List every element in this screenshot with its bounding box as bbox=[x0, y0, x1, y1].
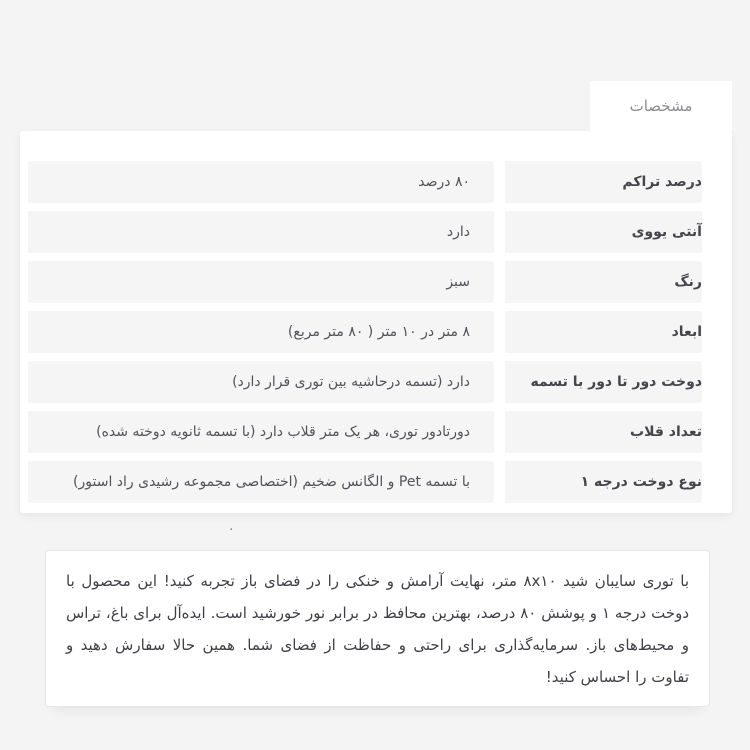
spec-label-cell bbox=[505, 211, 702, 253]
spec-label-cell bbox=[505, 461, 702, 503]
spec-label-cell bbox=[505, 261, 702, 303]
spec-value-text: دارد (تسمه درحاشیه بین توری قرار دارد) bbox=[232, 374, 470, 390]
spec-value-cell bbox=[28, 211, 494, 253]
spec-label-text: تعداد قلاب bbox=[630, 424, 702, 440]
tab-specifications-label: مشخصات bbox=[629, 97, 693, 115]
product-description-panel bbox=[45, 550, 710, 707]
spec-row bbox=[28, 211, 702, 253]
spec-label-text: درصد تراکم bbox=[622, 174, 702, 190]
spec-row bbox=[28, 461, 702, 503]
spec-label-text: رنگ bbox=[674, 274, 702, 290]
spec-label-cell bbox=[505, 411, 702, 453]
spec-label-cell bbox=[505, 361, 702, 403]
spec-row bbox=[28, 411, 702, 453]
spec-label-text: دوخت دور تا دور با تسمه bbox=[530, 374, 702, 390]
spec-value-cell bbox=[28, 161, 494, 203]
spec-value-text: ۸ متر در ۱۰ متر ( ۸۰ متر مربع) bbox=[287, 324, 470, 340]
spec-value-text: با تسمه Pet و الگانس ضخیم (اختصاصی مجموعه رشیدی راد استور) bbox=[73, 474, 470, 490]
spec-row bbox=[28, 311, 702, 353]
spec-label-cell bbox=[505, 311, 702, 353]
spec-value-text: سبز bbox=[446, 274, 470, 290]
tab-specifications[interactable] bbox=[590, 81, 732, 131]
spec-label-cell bbox=[505, 161, 702, 203]
spec-row bbox=[28, 261, 702, 303]
stray-period-text: . bbox=[229, 518, 234, 534]
specifications-table bbox=[20, 131, 732, 513]
spec-value-cell bbox=[28, 411, 494, 453]
spec-value-cell bbox=[28, 461, 494, 503]
spec-row bbox=[28, 361, 702, 403]
spec-value-cell bbox=[28, 311, 494, 353]
spec-label-text: ابعاد bbox=[671, 324, 702, 340]
spec-label-text: نوع دوخت درجه ۱ bbox=[580, 474, 702, 490]
spec-label-text: آنتی یووی bbox=[631, 224, 702, 240]
spec-value-text: دورتادور توری، هر یک متر قلاب دارد (با تسمه ثانویه دوخته شده) bbox=[96, 424, 470, 440]
product-description-text: با توری سایبان شید ۸x۱۰ متر، نهایت آرامش و خنکی را در فضای باز تجربه کنید! این محصول با دوخت درجه ۱ و پوشش ۸۰ درصد، بهترین محافظ در برابر نور خورشید است. ایده‌آل برای باغ، تراس و محیط‌های باز. سرمایه‌گذاری برای راحتی و حفاظت از فضای شما. همین حالا سفارش دهید و تفاوت را احساس کنید! bbox=[66, 572, 690, 686]
spec-value-cell bbox=[28, 261, 494, 303]
spec-row bbox=[28, 161, 702, 203]
spec-value-text: ۸۰ درصد bbox=[418, 174, 470, 190]
spec-value-cell bbox=[28, 361, 494, 403]
spec-value-text: دارد bbox=[446, 224, 470, 240]
